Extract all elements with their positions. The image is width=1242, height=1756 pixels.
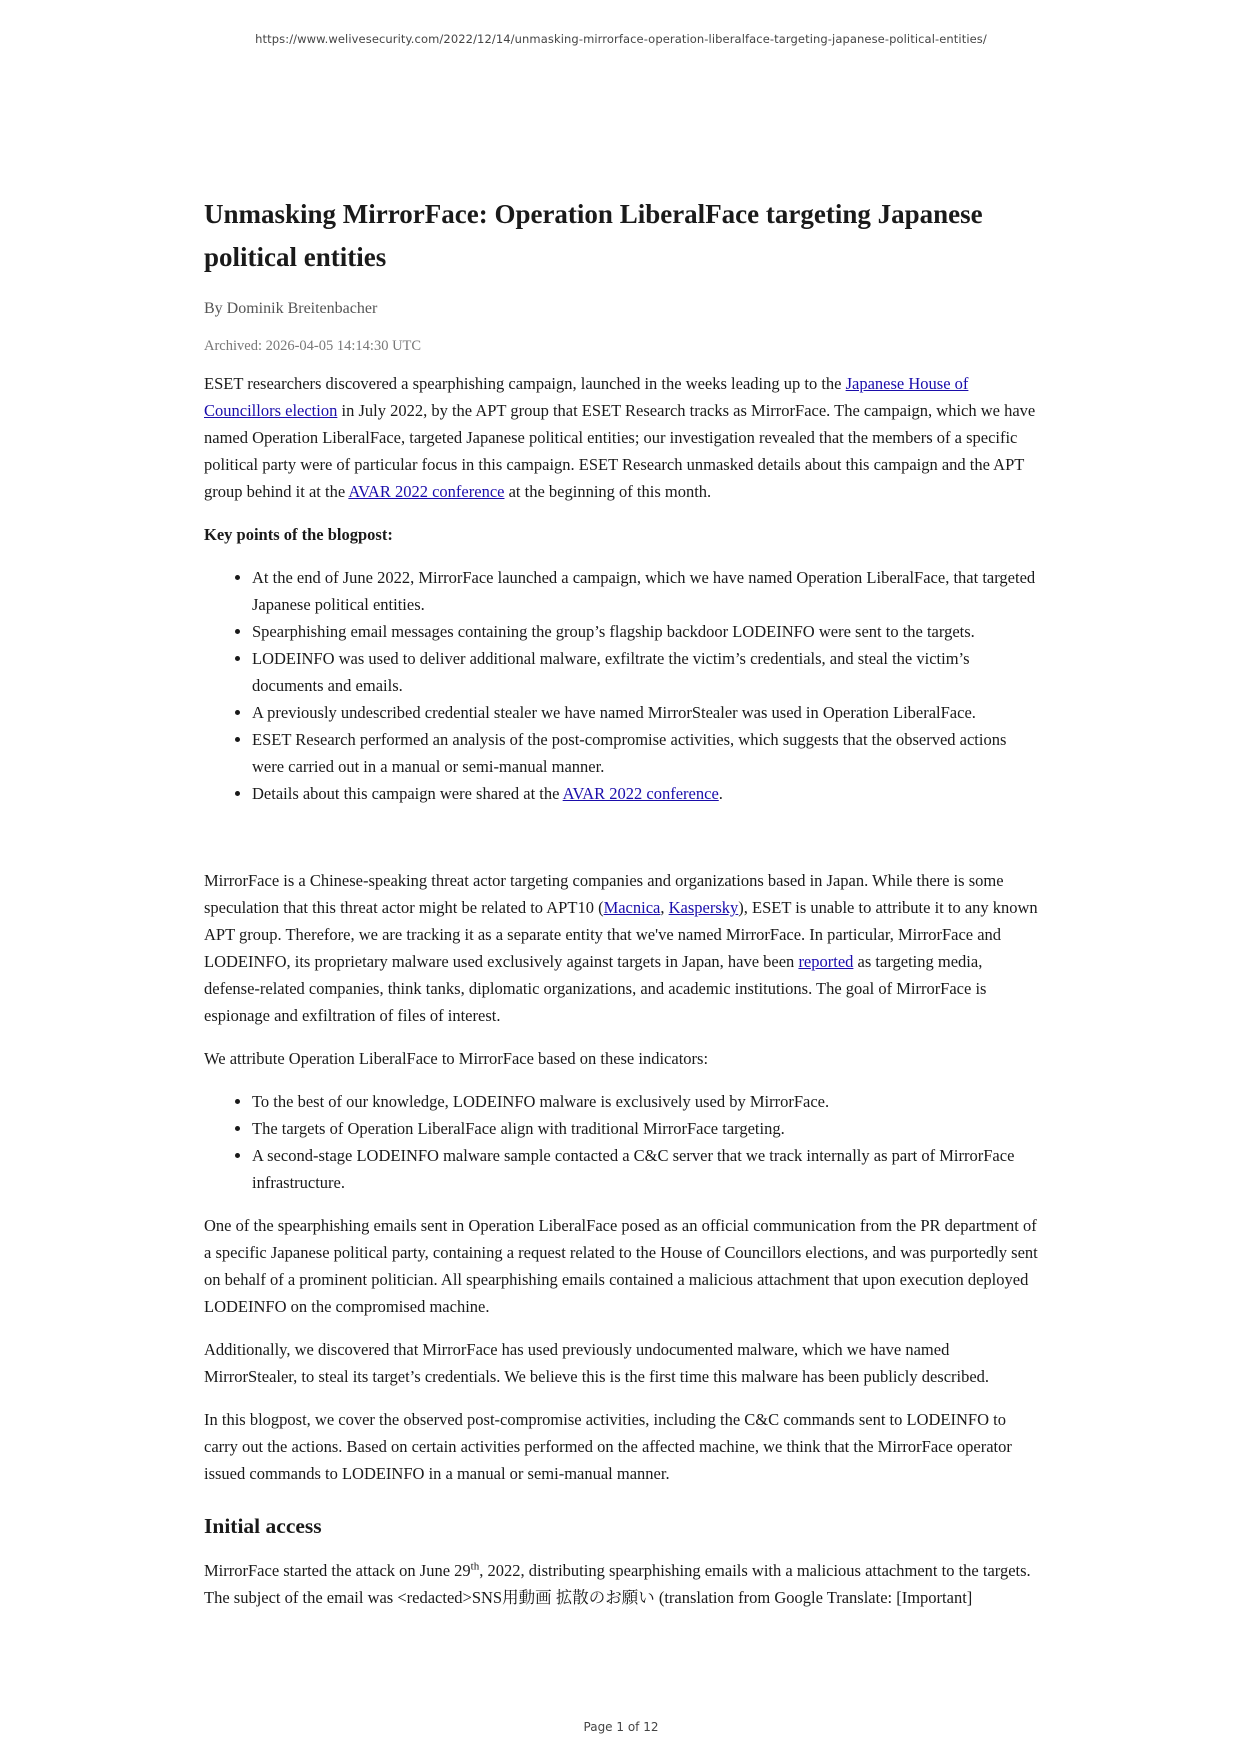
list-item: • A previously undescribed credential stealer we have named MirrorStealer was used in Operation LiberalFace. bbox=[252, 699, 1040, 726]
spacer bbox=[204, 807, 1040, 867]
mirrorface-paragraph: MirrorFace is a Chinese-speaking threat actor targeting companies and organizations based in Japan. While there is some speculation that this threat actor might be related to APT10 (Macnica, Kaspersky), ESET is unable to attribute it to any known APT group. Therefore, we are tracking it as a separate entity that we've named MirrorFace. In particular, MirrorFace and LODEINFO, its proprietary malware used exclusively against targets in Japan, have been reported as targeting media, defense-related companies, think tanks, diplomatic organizations, and academic institutions. The goal of MirrorFace is espionage and exfiltration of files of interest. bbox=[204, 871, 1038, 1025]
list-item: • LODEINFO was used to deliver additional malware, exfiltrate the victim’s credentials, and steal the victim’s documents and emails. bbox=[252, 645, 1040, 699]
list-item: • Details about this campaign were shared at the AVAR 2022 conference. bbox=[252, 780, 1040, 807]
indicators-list bbox=[204, 1088, 1040, 1196]
byline: By Dominik Breitenbacher bbox=[204, 300, 378, 317]
page-number: Page 1 of 12 bbox=[583, 1720, 659, 1734]
macnica-link[interactable]: Macnica bbox=[603, 898, 661, 917]
kaspersky-link[interactable]: Kaspersky bbox=[668, 898, 739, 917]
list-item: • To the best of our knowledge, LODEINFO malware is exclusively used by MirrorFace. bbox=[252, 1088, 1040, 1115]
article bbox=[204, 193, 1040, 1611]
attribute-intro: We attribute Operation LiberalFace to MirrorFace based on these indicators: bbox=[204, 1049, 709, 1068]
list-item: • The targets of Operation LiberalFace align with traditional MirrorFace targeting. bbox=[252, 1115, 1040, 1142]
reported-link[interactable]: reported bbox=[798, 952, 854, 971]
article-title: Unmasking MirrorFace: Operation LiberalFace targeting Japanese political entities bbox=[204, 199, 983, 272]
list-item: • Spearphishing email messages containing the group’s flagship backdoor LODEINFO were sent to the targets. bbox=[252, 618, 1040, 645]
page-url: https://www.welivesecurity.com/2022/12/14/unmasking-mirrorface-operation-liberalface-targeting-japanese-political-entities/ bbox=[255, 32, 987, 46]
intro-paragraph: ESET researchers discovered a spearphishing campaign, launched in the weeks leading up to the Japanese House of Councillors election in July 2022, by the APT group that ESET Research tracks as MirrorFace. The campaign, which we have named Operation LiberalFace, targeted Japanese political entities; our investigation revealed that the members of a specific political party were of particular focus in this campaign. ESET Research unmasked details about this campaign and the APT group behind it at the AVAR 2022 conference at the beginning of this month. bbox=[204, 374, 1036, 501]
house-of-councillors-link[interactable]: Japanese House of Councillors election bbox=[204, 374, 969, 420]
archived-timestamp: Archived: 2026-04-05 14:14:30 UTC bbox=[204, 338, 422, 354]
section-heading-initial-access: Initial access bbox=[204, 1514, 322, 1538]
list-item: • At the end of June 2022, MirrorFace launched a campaign, which we have named Operation LiberalFace, that targeted Japanese political entities. bbox=[252, 564, 1040, 618]
avar-conference-link[interactable]: AVAR 2022 conference bbox=[348, 482, 505, 501]
spearphish-paragraph: One of the spearphishing emails sent in Operation LiberalFace posed as an official communication from the PR department of a specific Japanese political party, containing a request related to the House of Councillors elections, and was purportedly sent on behalf of a prominent politician. All spearphishing emails contained a malicious attachment that upon execution deployed LODEINFO on the compromised machine. bbox=[204, 1216, 1038, 1316]
avar-conference-link-2[interactable]: AVAR 2022 conference bbox=[562, 784, 719, 803]
list-item: • ESET Research performed an analysis of the post-compromise activities, which suggests that the observed actions were carried out in a manual or semi-manual manner. bbox=[252, 726, 1040, 780]
list-item: • A second-stage LODEINFO malware sample contacted a C&C server that we track internally as part of MirrorFace infrastructure. bbox=[252, 1142, 1040, 1196]
cover-paragraph: In this blogpost, we cover the observed post-compromise activities, including the C&C commands sent to LODEINFO to carry out the actions. Based on certain activities performed on the affected machine, we think that the MirrorFace operator issued commands to LODEINFO in a manual or semi-manual manner. bbox=[204, 1410, 1012, 1483]
key-points-title: Key points of the blogpost: bbox=[204, 525, 393, 544]
initial-access-paragraph: MirrorFace started the attack on June 29th, 2022, distributing spearphishing emails with a malicious attachment to the targets. The subject of the email was <redacted>SNS用動画 拡散のお願い (translation from Google Translate: [Important] bbox=[204, 1560, 1031, 1607]
key-points-list bbox=[204, 564, 1040, 807]
mirrorstealer-paragraph: Additionally, we discovered that MirrorFace has used previously undocumented malware, which we have named MirrorStealer, to steal its target’s credentials. We believe this is the first time this malware has been publicly described. bbox=[204, 1340, 990, 1386]
